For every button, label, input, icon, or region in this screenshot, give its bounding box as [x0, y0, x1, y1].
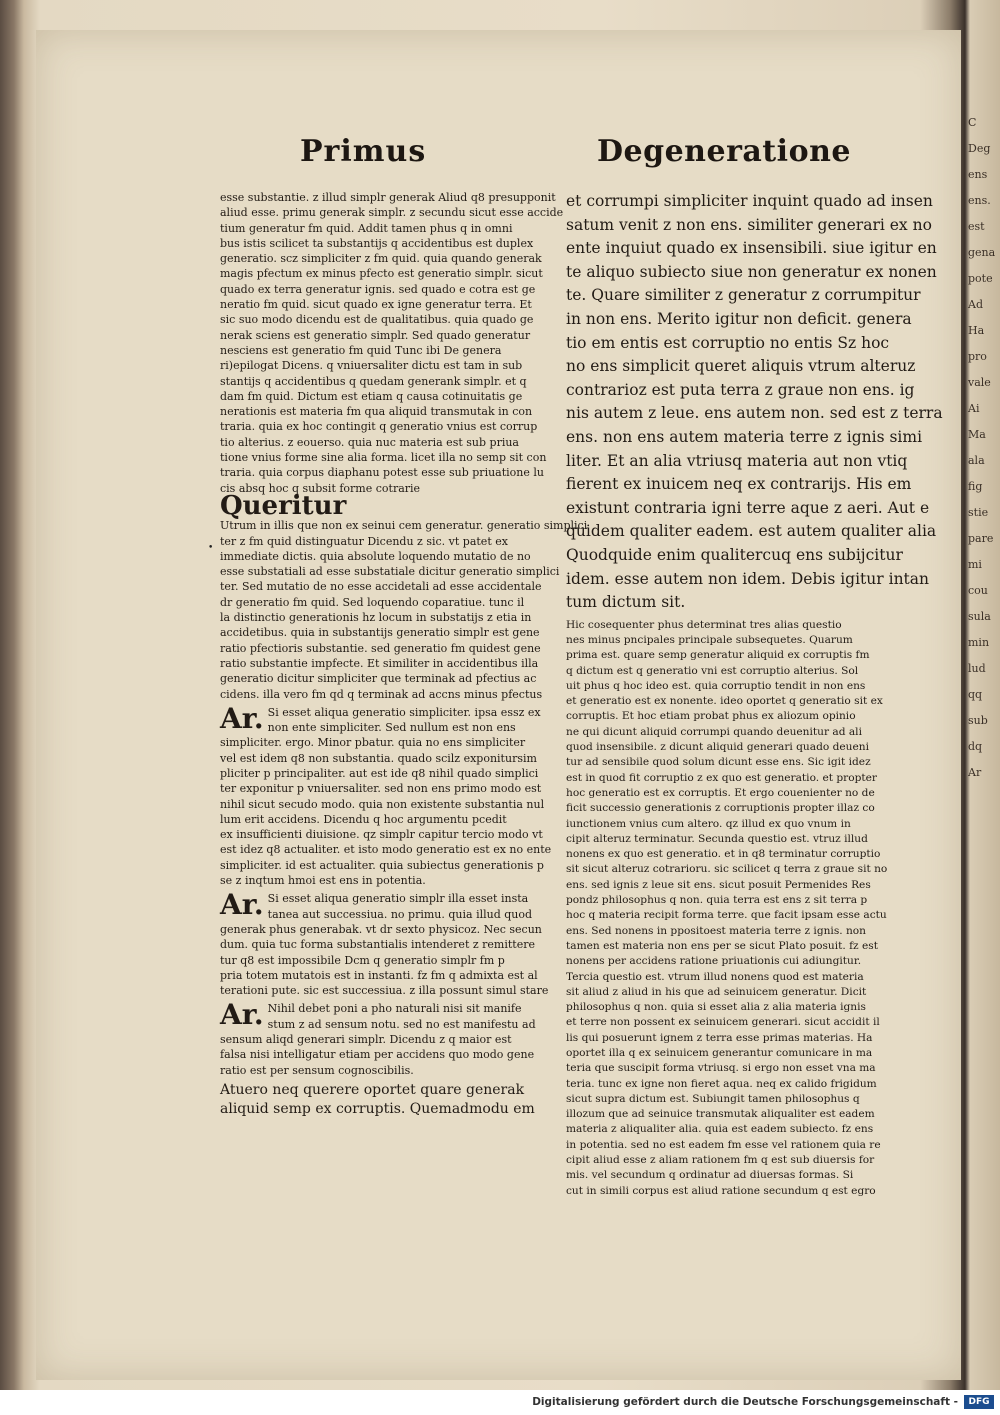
text-line: tur q8 est impossibile Dcm q generatio simplr fm p	[220, 953, 505, 967]
text-line: se z inqtum hmoi est ens in potentia.	[220, 874, 426, 888]
adjacent-page-edge	[965, 110, 1000, 1250]
leaf-fragment: mi	[968, 558, 982, 571]
text-line: aliud esse. primu generak simplr. z secundu sicut esse accide	[220, 206, 564, 220]
text-line: esse substantie. z illud simplr generak Aliud q8 presupponit	[220, 191, 556, 204]
text-line: satum venit z non ens. similiter generari ex no	[566, 215, 932, 234]
text-line: stum z ad sensum notu. sed no est manifestu ad	[267, 1017, 536, 1031]
margin-mark: •	[208, 543, 214, 553]
leaf-fragment: Deg	[968, 142, 991, 155]
text-line: te aliquo subiecto siue non generatur ex nonen	[566, 262, 937, 281]
text-line: sic suo modo dicendu est de qualitatibus. quia quado ge	[220, 313, 534, 327]
questio-block	[220, 490, 588, 702]
text-line: est in quod fit corruptio z ex quo est generatio. et propter	[566, 771, 877, 784]
leaf-fragment: fig	[968, 480, 983, 493]
text-line: nes minus pncipales principale subsequetes. Quarum	[566, 633, 853, 646]
text-line: Hic cosequenter phus determinat tres alias questio	[566, 618, 842, 631]
leaf-fragment: Ha	[968, 324, 985, 337]
text-line: ente inquiut quado ex insensibili. siue igitur en	[566, 239, 937, 258]
text-line: lum erit accidens. Dicendu q hoc argumentu pcedit	[220, 812, 507, 826]
leaf-fragment: vale	[968, 376, 991, 389]
text-line: contrarioz est puta terra z graue non ens. ig	[566, 380, 915, 399]
text-line: neratio fm quid. sicut quado ex igne generatur terra. Et	[220, 298, 532, 312]
text-line: Atuero neq querere oportet quare generak	[220, 1081, 525, 1098]
text-line: ex insufficienti diuisione. qz simplr capitur tercio modo vt	[220, 828, 543, 842]
text-line: tium generatur fm quid. Addit tamen phus q in omni	[220, 221, 513, 235]
text-line: sit sicut alteruz cotrarioru. sic scilicet q terra z graue sit no	[566, 863, 888, 876]
text-line: et generatio est ex nonente. ideo oportet q generatio sit ex	[566, 695, 883, 708]
text-line: mis. vel secundum q ordinatur ad diuersas formas. Si	[566, 1169, 854, 1182]
text-line: nonens per accidens ratione priuationis cui adiungitur.	[566, 955, 862, 968]
text-line: ens. non ens autem materia terre z ignis simi	[566, 427, 923, 446]
text-line: simpliciter. id est actualiter. quia subiectus generationis p	[220, 858, 544, 872]
text-line: pria totem mutatois est in instanti. fz fm q admixta est al	[220, 968, 538, 982]
argument-3	[220, 998, 560, 1077]
closing-text	[220, 1081, 560, 1119]
leaf-fragment: Ad	[968, 298, 983, 311]
text-line: Utrum in illis que non ex seinui cem generatur. generatio simplici	[220, 519, 588, 533]
text-line: Tercia questio est. vtrum illud nonens quod est materia	[566, 970, 864, 983]
footer-bar	[0, 1390, 1000, 1415]
leaf-fragment: pote	[968, 272, 993, 285]
text-line: q dictum est q generatio vni est corruptio alterius. Sol	[566, 664, 859, 677]
text-line: nihil sicut secudo modo. quia non existente substantia nul	[220, 797, 545, 811]
text-line: hoc q materia recipit forma terre. que facit ipsam esse actu	[566, 909, 887, 922]
text-line: sensum aliqd generari simplr. Dicendu z q maior est	[220, 1033, 512, 1047]
text-line: simpliciter. ergo. Minor pbatur. quia no ens simpliciter	[220, 736, 526, 750]
text-line: in potentia. sed no est eadem fm esse vel rationem quia re	[566, 1138, 881, 1151]
leaf-fragment: ens.	[968, 194, 991, 207]
text-line: cis absq hoc q subsit forme cotrarie	[220, 481, 421, 495]
text-line: traria. quia corpus diaphanu potest esse sub priuatione lu	[220, 466, 544, 480]
argument-label: Ar.	[220, 888, 264, 922]
text-line: et terre non possent ex seinuicem generari. sicut accidit il	[566, 1016, 880, 1029]
text-line: vel est idem q8 non substantia. quado scilz exponitursim	[220, 751, 537, 765]
text-line: pliciter p principaliter. aut est ide q8 nihil quado simplici	[220, 766, 539, 780]
text-line: aliquid semp ex corruptis. Quemadmodu em	[220, 1100, 535, 1117]
argument-3-text	[220, 998, 536, 1077]
text-line: uit phus q hoc ideo est. quia corruptio tendit in non ens	[566, 679, 866, 692]
text-line: ratio pfectioris substantie. sed generatio fm quidest gene	[220, 641, 541, 655]
text-line: ficit successio generationis z corruptionis propter illaz co	[566, 802, 875, 815]
leaf-fragment: sub	[968, 714, 988, 727]
text-line: pondz philosophus q non. quia terra est ens z sit terra p	[566, 894, 868, 907]
argument-label: Ar.	[220, 701, 264, 735]
text-line: stantijs q accidentibus q quedam generank simplr. et q	[220, 374, 527, 388]
leaf-fragment: ens	[968, 168, 988, 181]
text-line: dr generatio fm quid. Sed loquendo coparatiue. tunc il	[220, 595, 525, 609]
text-line: falsa nisi intelligatur etiam per accidens quo modo gene	[220, 1048, 535, 1062]
text-line: ne qui dicunt aliquid corrumpi quando deuenitur ad ali	[566, 725, 862, 738]
paragraph-1	[220, 190, 564, 496]
leaf-fragment: C	[968, 116, 977, 129]
text-line: quidem qualiter eadem. est autem qualiter alia	[566, 522, 937, 541]
text-line: Si esset aliqua generatio simpliciter. ipsa essz ex	[267, 705, 541, 719]
leaf-fragment: lud	[968, 662, 986, 675]
text-line: ens. sed ignis z leue sit ens. sicut posuit Permenides Res	[566, 878, 871, 891]
leaf-fragment: qq	[968, 688, 983, 701]
text-line: teria que suscipit forma vtriusq. si ergo non esset vna ma	[566, 1062, 876, 1075]
text-line: terationi pute. sic est successiua. z illa possunt simul stare	[220, 984, 549, 998]
text-line: corruptis. Et hoc etiam probat phus ex aliozum opinio	[566, 710, 856, 723]
text-line: nerak sciens est generatio simplr. Sed quado generatur	[220, 328, 531, 342]
aristotle-text	[566, 190, 943, 615]
text-line: ter. Sed mutatio de no esse accidetali ad esse accidentale	[220, 580, 542, 594]
text-line: nerationis est materia fm qua aliquid transmutak in con	[220, 405, 533, 419]
text-line: illozum que ad seinuice transmutak aliqualiter est eadem	[566, 1108, 875, 1121]
leaf-fragment: gena	[968, 246, 996, 259]
text-line: la distinctio generationis hz locum in substatijs z etia in	[220, 611, 532, 625]
text-line: prima est. quare semp generatur aliquid ex corruptis fm	[566, 649, 870, 662]
text-line: tio em entis est corruptio no entis Sz hoc	[566, 333, 890, 352]
text-line: non ente simpliciter. Sed nullum est non ens	[267, 721, 516, 735]
text-line: tamen est materia non ens per se sicut Plato posuit. fz est	[566, 939, 878, 952]
text-line: existunt contraria igni terre aque z aeri. Aut e	[566, 498, 930, 517]
text-line: tione vnius forme sine alia forma. licet illa no semp sit con	[220, 451, 547, 465]
right-column	[566, 190, 943, 1199]
argument-1-text	[220, 701, 552, 888]
text-line: ter z fm quid distinguatur Dicendu z sic. vt patet ex	[220, 534, 508, 548]
text-line: ratio est per sensum cognoscibilis.	[220, 1063, 414, 1077]
text-line: hoc generatio est ex corruptis. Et ergo couenienter no de	[566, 786, 875, 799]
text-line: liter. Et an alia vtriusq materia aut non vtiq	[566, 451, 908, 470]
leaf-fragment: min	[968, 636, 990, 649]
text-line: generatio dicitur simpliciter que terminak ad pfectius ac	[220, 672, 537, 686]
text-line: dam fm quid. Dictum est etiam q causa cotinuitatis ge	[220, 389, 523, 403]
leaf-fragment: sula	[968, 610, 991, 623]
text-line: Si esset aliqua generatio simplr illa esset insta	[267, 892, 529, 906]
text-line: sit aliud z aliud in his que ad seinuicem generatur. Dicit	[566, 985, 867, 998]
text-line: lis qui posuerunt ignem z terra esse primas materias. Ha	[566, 1031, 873, 1044]
text-line: oportet illa q ex seinuicem generantur comunicare in ma	[566, 1047, 873, 1059]
text-line: fierent ex inuicem neq ex contrarijs. His em	[566, 475, 912, 494]
text-line: no ens simplicit queret aliquis vtrum alteruz	[566, 357, 916, 376]
text-line: ri)epilogat Dicens. q vniuersaliter dictu est tam in sub	[220, 359, 523, 373]
text-line: nesciens est generatio fm quid Tunc ibi De genera	[220, 343, 502, 357]
leaf-fragment: pare	[968, 532, 994, 545]
text-line: materia z aliqualiter alia. quia est eadem subiecto. fz ens	[566, 1123, 874, 1136]
text-line: tum dictum sit.	[566, 593, 686, 612]
leaf-fragment: stie	[968, 506, 989, 519]
text-line: generak phus generabak. vt dr sexto physicoz. Nec secun	[220, 922, 542, 936]
text-line: te. Quare similiter z generatur z corrumpitur	[566, 286, 921, 305]
text-line: quod insensibile. z dicunt aliquid generari quado deueni	[566, 741, 869, 754]
text-line: dum. quia tuc forma substantialis intenderet z remittere	[220, 938, 535, 952]
text-line: immediate dictis. quia absolute loquendo mutatio de no	[220, 549, 531, 563]
text-line: cipit alteruz terminatur. Secunda questio est. vtruz illud	[566, 832, 868, 845]
text-line: ens. Sed nonens in ppositoest materia terre z ignis. non	[566, 924, 867, 937]
text-line: cut in simili corpus est aliud ratione secundum q est egro	[566, 1184, 876, 1197]
leaf-fragment: ala	[968, 454, 985, 467]
leaf-fragment: Ai	[968, 402, 980, 415]
text-line: esse substatiali ad esse substatiale dicitur generatio simplici	[220, 565, 560, 579]
running-head-left: Primus	[300, 134, 427, 169]
argument-2-text	[220, 888, 549, 998]
text-line: Quodquide enim qualitercuq ens subijcitur	[566, 545, 903, 564]
text-line: Nihil debet poni a pho naturali nisi sit manife	[267, 1002, 522, 1016]
leaf-fragment: Ma	[968, 428, 986, 441]
text-line: in non ens. Merito igitur non deficit. genera	[566, 309, 912, 328]
questio-text	[220, 519, 587, 700]
leaf-fragment: dq	[968, 740, 983, 753]
commentary-text	[566, 618, 911, 1199]
text-line: tur ad sensibile quod solum dicunt esse ens. Sic igit idez	[566, 756, 871, 769]
dfg-logo: DFG	[964, 1395, 994, 1409]
text-line: cidens. illa vero fm qd q terminak ad accns minus pfectus	[220, 687, 543, 701]
text-line: teria. tunc ex igne non fieret aqua. neq ex calido frigidum	[566, 1077, 877, 1090]
text-line: et corrumpi simpliciter inquint quado ad insen	[566, 192, 933, 210]
argument-label: Ar.	[220, 998, 264, 1032]
leaf-fragment: pro	[968, 350, 987, 363]
text-line: philosophus q non. quia si esset alia z alia materia ignis	[566, 1001, 866, 1014]
text-line: est idez q8 actualiter. et isto modo generatio est ex no ente	[220, 843, 552, 857]
text-line: generatio. scz simpliciter z fm quid. quia quando generak	[220, 252, 542, 266]
text-line: tio alterius. z eouerso. quia nuc materia est sub priua	[220, 435, 519, 449]
text-line: tanea aut successiua. no primu. quia illud quod	[267, 907, 533, 921]
text-line: ratio substantie impfecte. Et similiter in accidentibus illa	[220, 656, 539, 670]
questio-heading: Queritur	[220, 490, 347, 521]
leaf-fragment: est	[968, 220, 985, 233]
text-line: idem. esse autem non idem. Debis igitur intan	[566, 569, 930, 588]
argument-1	[220, 701, 560, 889]
running-head-right: Degeneratione	[597, 134, 851, 169]
text-line: bus istis scilicet ta substantijs q accidentibus est duplex	[220, 236, 534, 250]
leaf-fragment: Ar	[968, 766, 982, 779]
text-line: cipit aliud esse z aliam rationem fm q est sub diuersis for	[566, 1154, 875, 1167]
text-line: accidetibus. quia in substantijs generatio simplr est gene	[220, 626, 540, 640]
text-line: iunctionem vnius cum altero. qz illud ex quo vnum in	[566, 817, 851, 830]
footer-credit: Digitalisierung gefördert durch die Deutsche Forschungsgemeinschaft -	[532, 1396, 958, 1408]
text-line: sicut supra dictum est. Subiungit tamen philosophus q	[566, 1092, 860, 1105]
text-line: nis autem z leue. ens autem non. sed est z terra	[566, 404, 943, 423]
text-line: magis pfectum ex minus pfecto est generatio simplr. sicut	[220, 267, 543, 281]
left-column	[220, 190, 588, 1119]
text-line: quado ex terra generatur ignis. sed quado e cotra est ge	[220, 282, 536, 296]
leaf-fragment: cou	[968, 584, 988, 597]
text-line: traria. quia ex hoc contingit q generatio vnius est corrup	[220, 420, 538, 434]
argument-2	[220, 888, 560, 998]
text-line: ter exponitur p vniuersaliter. sed non ens primo modo est	[220, 782, 542, 796]
text-line: nonens ex quo est generatio. et in q8 terminatur corruptio	[566, 848, 881, 861]
